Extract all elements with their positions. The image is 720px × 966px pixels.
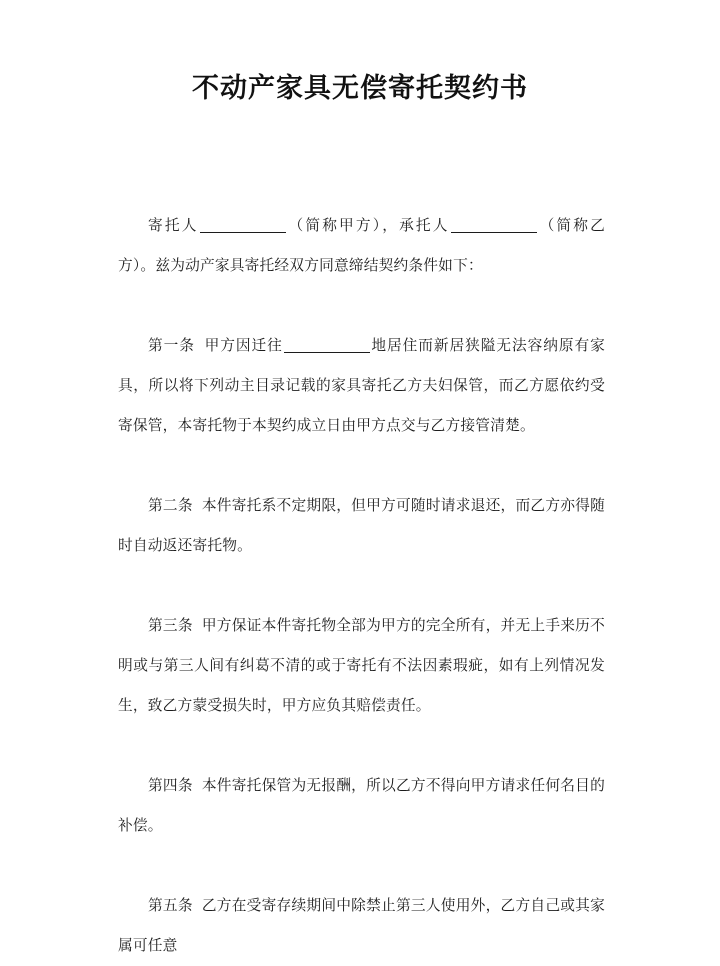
paragraph-preamble	[118, 206, 605, 286]
article-5-label: 第五条	[148, 897, 193, 914]
paragraph-article-2	[118, 486, 605, 566]
paragraph-article-3	[118, 606, 605, 726]
blank-field-party-b[interactable]	[451, 232, 537, 233]
preamble-text-3: （简称乙方）。兹为动产家具寄托经双方同意缔结契约条件如下：	[118, 217, 605, 274]
article-1-text-1: 甲方因迁往	[203, 337, 283, 354]
document-title: 不动产家具无偿寄托契约书	[192, 73, 528, 104]
article-1-label: 第一条	[148, 337, 195, 354]
article-3-label: 第三条	[148, 617, 193, 634]
document-body	[118, 206, 605, 966]
article-1-text-2: 地居住而新居狭隘无法容纳原有家具，所以将下列动主目录记载的家具寄托乙方夫妇保管，而乙方愿依约受寄保管，本寄托物于本契约成立日由甲方点交与乙方接管清楚。	[118, 337, 605, 434]
paragraph-article-4	[118, 766, 605, 846]
article-3-text: 甲方保证本件寄托物全部为甲方的完全所有，并无上手来历不明或与第三人间有纠葛不清的或于寄托有不法因素瑕疵，如有上列情况发生，致乙方蒙受损失时，甲方应负其赔偿责任。	[118, 617, 605, 714]
preamble-text-2: （简称甲方），承托人	[286, 217, 450, 234]
preamble-text-1: 寄托人	[148, 217, 199, 234]
blank-field-party-a[interactable]	[200, 232, 286, 233]
paragraph-article-1	[118, 326, 605, 446]
blank-field-new-address[interactable]	[284, 352, 370, 353]
article-5-text: 乙方在受寄存续期间中除禁止第三人使用外，乙方自己或其家属可任意	[118, 897, 605, 954]
article-2-text: 本件寄托系不定期限，但甲方可随时请求退还，而乙方亦得随时自动返还寄托物。	[118, 497, 605, 554]
article-2-label: 第二条	[148, 497, 193, 514]
article-4-label: 第四条	[148, 777, 193, 794]
paragraph-article-5	[118, 886, 605, 966]
article-4-text: 本件寄托保管为无报酬，所以乙方不得向甲方请求任何名目的补偿。	[118, 777, 605, 834]
